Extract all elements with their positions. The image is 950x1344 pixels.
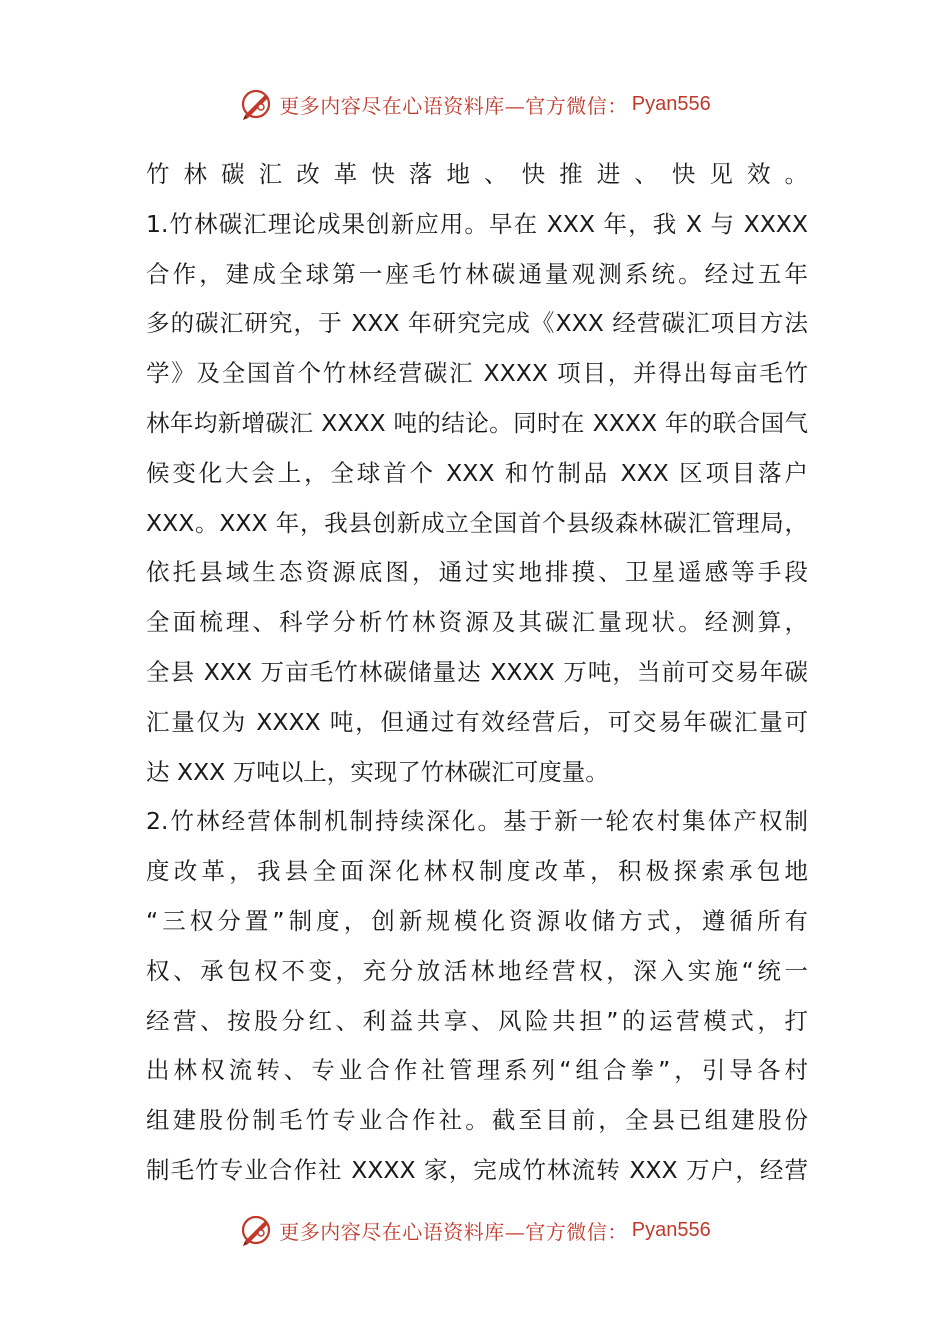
text-line: 制毛竹专业合作社 XXXX 家，完成竹林流转 XXX 万户，经营 — [146, 1155, 808, 1184]
text-line: 达 XXX 万吨以上，实现了竹林碳汇可度量。 — [146, 757, 609, 786]
text-line: 权、承包权不变，充分放活林地经营权，深入实施“统一 — [146, 956, 808, 985]
watermark-wechat-id: Pyan556 — [631, 92, 711, 115]
text-line: 合作，建成全球第一座毛竹林碳通量观测系统。经过五年 — [146, 259, 808, 288]
text-line: 全面梳理、科学分析竹林资源及其碳汇量现状。经测算， — [146, 608, 808, 637]
text-line: 竹林碳汇改革快落地、快推进、快见效。 — [146, 160, 808, 188]
watermark-wechat-id: Pyan556 — [631, 1218, 711, 1241]
text-line: 学》及全国首个竹林经营碳汇 XXXX 项目，并得出每亩毛竹 — [146, 359, 808, 388]
pen-logo-icon — [239, 87, 273, 121]
text-line: 度改革，我县全面深化林权制度改革，积极探索承包地 — [146, 857, 808, 886]
document-body — [146, 150, 808, 1196]
text-line: 候变化大会上，全球首个 XXX 和竹制品 XXX 区项目落户 — [146, 458, 808, 487]
text-line: 汇量仅为 XXXX 吨，但通过有效经营后，可交易年碳汇量可 — [146, 707, 808, 736]
text-line: 依托县域生态资源底图，通过实地排摸、卫星遥感等手段 — [146, 558, 808, 587]
text-line: 多的碳汇研究，于 XXX 年研究完成《XXX 经营碳汇项目方法 — [146, 309, 808, 338]
text-line: 组建股份制毛竹专业合作社。截至目前，全县已组建股份 — [146, 1106, 808, 1135]
text-line: XXX。XXX 年，我县创新成立全国首个县级森林碳汇管理局， — [146, 508, 808, 537]
text-line: 出林权流转、专业合作社管理系列“组合拳”，引导各村 — [146, 1056, 808, 1085]
watermark-text: 更多内容尽在心语资料库—官方微信： — [279, 93, 628, 118]
text-line: 1.竹林碳汇理论成果创新应用。早在 XXX 年，我 X 与 XXXX — [146, 209, 808, 238]
watermark-text: 更多内容尽在心语资料库—官方微信： — [279, 1219, 628, 1244]
text-line: “三权分置”制度，创新规模化资源收储方式，遵循所有 — [146, 906, 808, 935]
pen-logo-icon — [239, 1213, 273, 1247]
footer-watermark — [0, 1210, 950, 1250]
text-line: 全县 XXX 万亩毛竹林碳储量达 XXXX 万吨，当前可交易年碳 — [146, 657, 808, 686]
text-line: 林年均新增碳汇 XXXX 吨的结论。同时在 XXXX 年的联合国气 — [146, 408, 808, 437]
text-line: 2.竹林经营体制机制持续深化。基于新一轮农村集体产权制 — [146, 807, 808, 836]
text-line: 经营、按股分红、利益共享、风险共担”的运营模式，打 — [146, 1006, 808, 1035]
header-watermark — [0, 84, 950, 124]
